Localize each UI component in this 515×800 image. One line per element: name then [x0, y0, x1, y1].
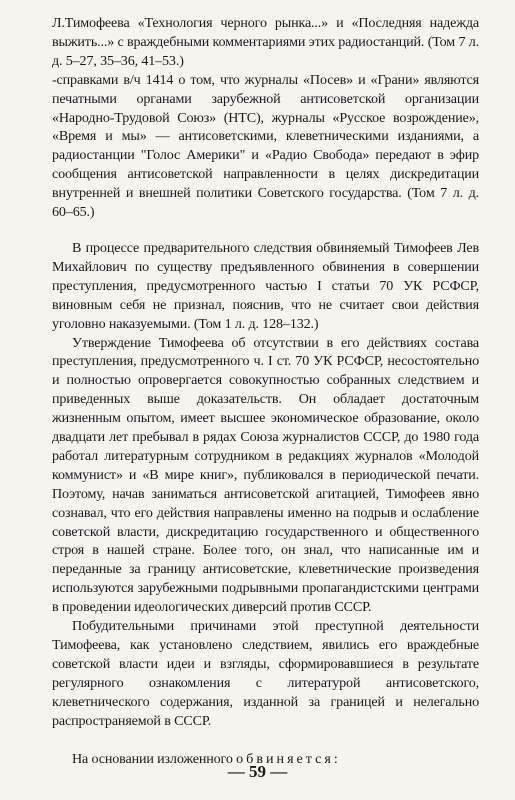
evidence-block	[52, 14, 479, 222]
paragraph-2: Утверждение Тимофеева об отсутствии в его действиях состава преступления, предусмотренного ч. I ст. 70 УК РСФСР, несостоятельно и полностью опровергается совокупностью собранных следствием и приведенных выше доказательств. Он обладает достаточным жизненным опытом, имеет высшее экономическое образование, около двадцати лет пребывал в рядах Союза журналистов СССР, до 1980 года работал литературным сотрудником в редакциях журналов «Молодой коммунист» и «В мире книг», публиковался в периодической печати. Поэтому, начав заниматься антисоветской агитацией, Тимофеев явно сознавал, что его действия направлены именно на подрыв и ослабление советской власти, дискредитацию государственного и общественного строя в нашей стране. Более того, он знал, что написанные им и переданные за границу антисоветские, клеветнические произведения используются зарубежными подрывными пропагандистскими центрами в проведении идеологических диверсий против СССР.	[52, 334, 479, 616]
page-number: — 59 —	[227, 762, 288, 781]
paragraph-1: В процессе предварительного следствия обвиняемый Тимофеев Лев Михайлович по существу предъявленного обвинения в совершении преступления, предусмотренного частью I статьи 70 УК РСФСР, виновным себя не признал, пояснив, что не считает свои действия уголовно наказуемыми. (Том 1 л. д. 128–132.)	[52, 239, 479, 332]
evidence-item-1: Л.Тимофеева «Технология черного рынка...» и «Последняя надежда выжить...» с враждебными комментариями этих радиостанций. (Том 7 л. д. 5–27, 35–36, 41–53.)	[52, 15, 479, 69]
closing-prefix: На основании изложенного	[72, 750, 233, 767]
closing-spaced: обвиняется:	[236, 750, 341, 767]
evidence-item-2: -справками в/ч 1414 о том, что журналы «Посев» и «Грани» являются печатными органами зарубежной антисоветской организации «Народно-Трудовой Союз» (НТС), журналы «Русское возрождение», «Время и мы» — антисоветскими, клеветническими изданиями, а радиостанции "Голос Америки" и «Радио Свобода» передают в эфир сообщения антисоветской направленности в целях дискредитации внутренней и внешней политики Советского государства. (Том 7 л. д. 60–65.)	[52, 71, 479, 221]
paragraph-3: Побудительными причинами этой преступной деятельности Тимофеева, как установлено следствием, явились его враждебные советской власти идеи и взгляды, сформировавшиеся в результате регулярного ознакомления с литературой антисоветского, клеветнического содержания, изданной за границей и нелегально распространяемой в СССР.	[52, 618, 479, 729]
